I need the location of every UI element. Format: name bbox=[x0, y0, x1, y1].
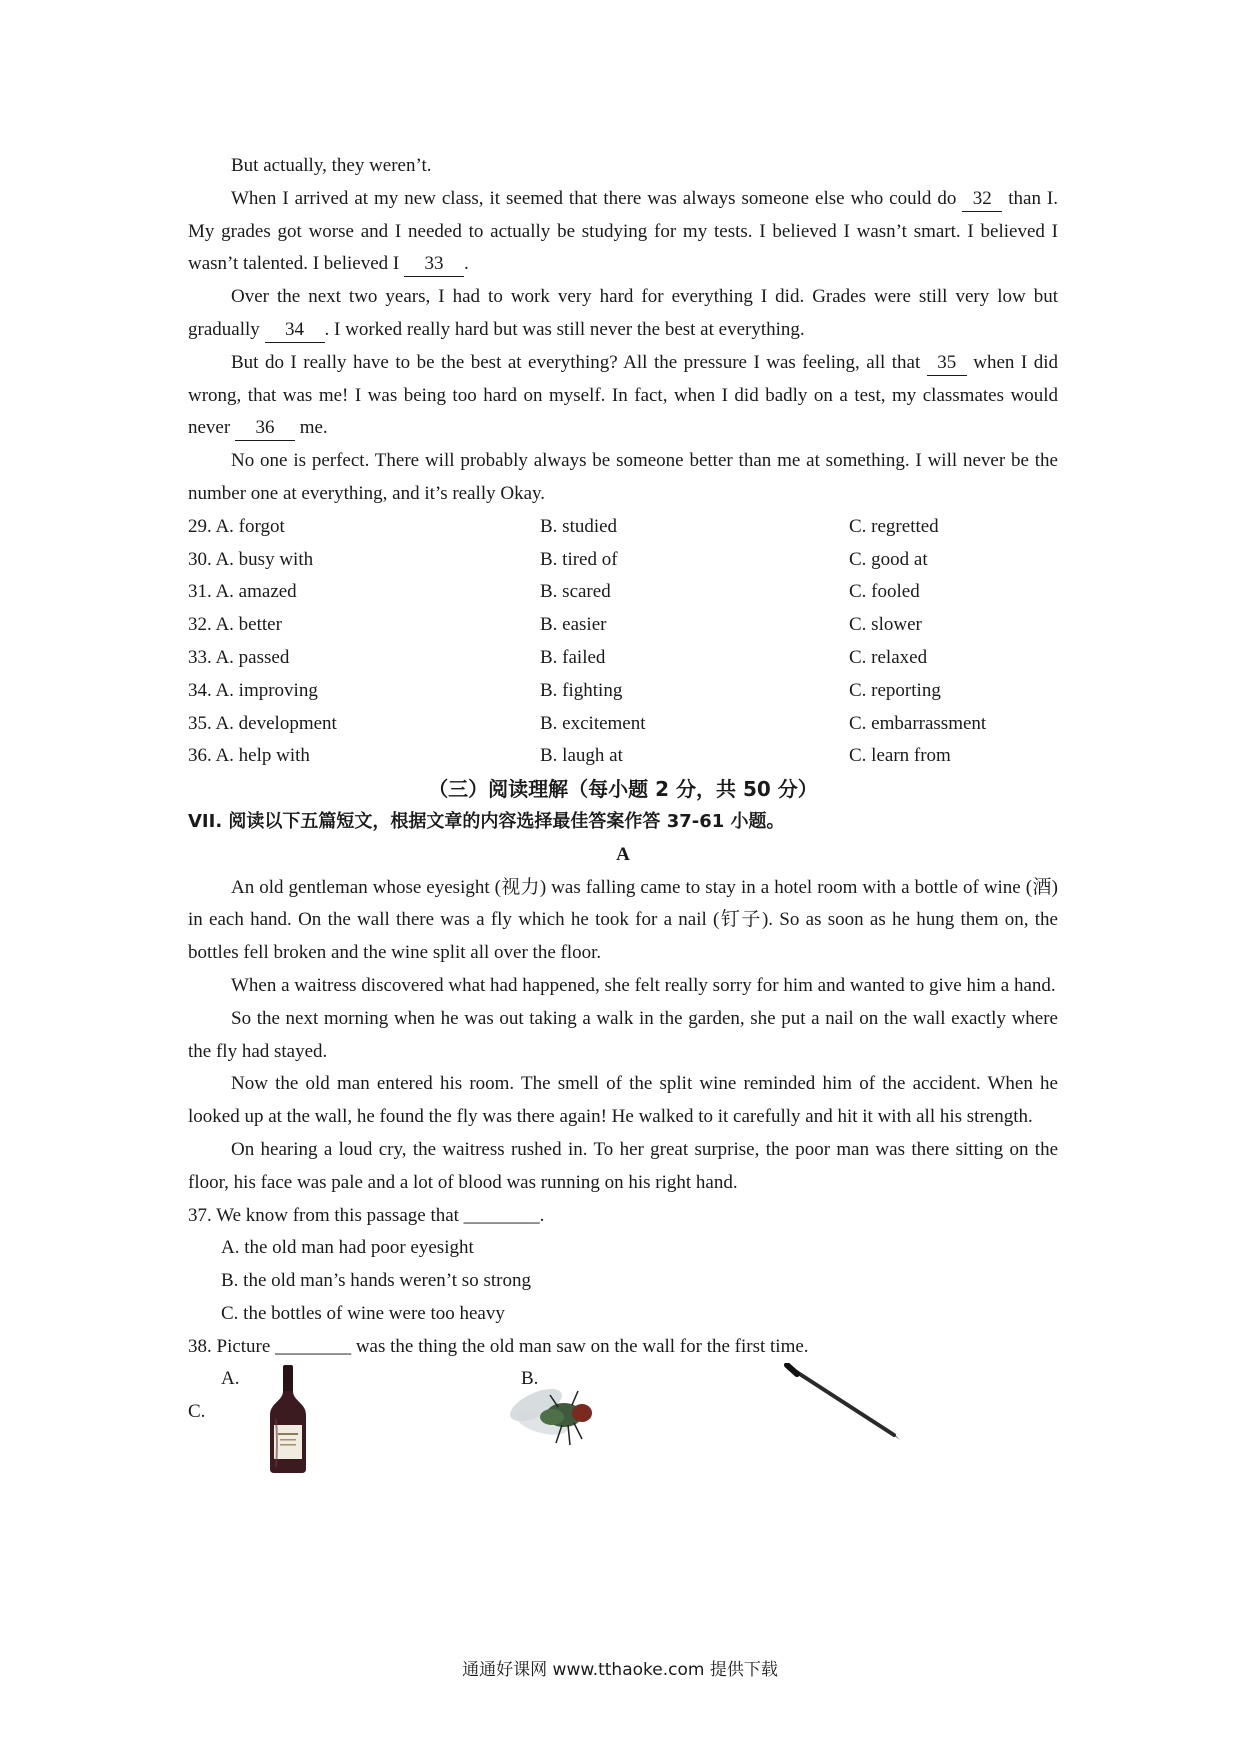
text: Over the next two years, I had to work very hard for everything I did. Grades were still very low but gradually bbox=[188, 286, 1058, 340]
passage-label: A bbox=[616, 843, 630, 865]
option-c: C. relaxed bbox=[849, 646, 928, 668]
option-row bbox=[188, 609, 1058, 642]
text: When I arrived at my new class, it seemed that there was always someone else who could do bbox=[231, 187, 957, 209]
option-a: 34. A. improving bbox=[188, 679, 318, 701]
wine-bottle-icon bbox=[266, 1363, 310, 1475]
option-b: B. excitement bbox=[540, 712, 646, 734]
option-b: B. laugh at bbox=[540, 745, 623, 767]
picture-label-b: B. bbox=[521, 1368, 539, 1390]
option-c: C. fooled bbox=[849, 581, 920, 603]
option-b: B. failed bbox=[540, 646, 606, 668]
blank-35: 35 bbox=[927, 351, 967, 376]
text: me. bbox=[299, 417, 328, 439]
option-a: 35. A. development bbox=[188, 712, 337, 734]
option-b: B. fighting bbox=[540, 679, 623, 701]
picture-label-a: A. bbox=[221, 1368, 240, 1390]
fly-icon bbox=[506, 1377, 606, 1449]
text: when I did wrong, that was me! I was being too hard on myself. In fact, when I did badly on a test, my classmates would never bbox=[188, 351, 1059, 439]
paragraph bbox=[188, 281, 1058, 347]
paragraph: So the next morning when he was out taking a walk in the garden, she put a nail on the wall exactly where the fly had stayed. bbox=[188, 1007, 1058, 1062]
option-a: 33. A. passed bbox=[188, 646, 290, 668]
paragraph: But actually, they weren’t. bbox=[231, 155, 432, 176]
option-c: C. learn from bbox=[849, 745, 951, 767]
blank-36: 36 bbox=[235, 416, 295, 441]
option-row bbox=[188, 576, 1058, 609]
text: . I worked really hard but was still never the best at everything. bbox=[324, 318, 805, 340]
paragraph bbox=[188, 183, 1058, 281]
blank-32: 32 bbox=[962, 187, 1002, 212]
option-a: 32. A. better bbox=[188, 614, 282, 636]
paragraph: Now the old man entered his room. The smell of the split wine reminded him of the accident. When he looked up at the wall, he found the fly was there again! He walked to it carefully and hit it with all his strength. bbox=[188, 1073, 1058, 1128]
question-38-pictures bbox=[188, 1363, 1058, 1483]
option-a: 30. A. busy with bbox=[188, 548, 314, 570]
option-c: C. embarrassment bbox=[849, 712, 987, 734]
paragraph: When a waitress discovered what had happened, she felt really sorry for him and wanted to give him a hand. bbox=[231, 974, 1056, 996]
option-c: C. slower bbox=[849, 614, 922, 636]
option-b: B. scared bbox=[540, 581, 611, 603]
option-a: 36. A. help with bbox=[188, 745, 310, 767]
option-a: 29. A. forgot bbox=[188, 515, 285, 537]
footer: 通通好课网 www.tthaoke.com 提供下载 bbox=[462, 1660, 778, 1680]
option-b: B. studied bbox=[540, 515, 618, 537]
options-list bbox=[188, 511, 1058, 773]
section-instruction: VII. 阅读以下五篇短文，根据文章的内容选择最佳答案作答 37-61 小题。 bbox=[188, 810, 785, 832]
option-row bbox=[188, 511, 1058, 544]
option-c: C. regretted bbox=[849, 515, 939, 537]
question-37-option-c: C. the bottles of wine were too heavy bbox=[221, 1302, 505, 1324]
paragraph bbox=[188, 347, 1058, 445]
text: . bbox=[463, 253, 469, 275]
picture-label-c: C. bbox=[188, 1401, 206, 1423]
section-title: （三）阅读理解（每小题 2 分，共 50 分） bbox=[428, 777, 818, 802]
blank-34: 34 bbox=[265, 318, 325, 343]
paragraph: An old gentleman whose eyesight (视力) was falling came to stay in a hotel room with a bottle of wine (酒) in each hand. On the wall there was a fly which he took for a nail (钉子). So as soon as he hung them on, the bottles fell broken and the wine split all over the floor. bbox=[188, 876, 1058, 964]
paragraph: No one is perfect. There will probably always be someone better than me at something. I will never be the number one at everything, and it’s really Okay. bbox=[188, 450, 1058, 504]
blank-33: 33 bbox=[404, 252, 464, 277]
option-row bbox=[188, 675, 1058, 708]
option-c: C. reporting bbox=[849, 679, 941, 701]
page-content bbox=[188, 150, 1058, 1483]
question-38-stem: 38. Picture ________ was the thing the old man saw on the wall for the first time. bbox=[188, 1335, 809, 1357]
option-row bbox=[188, 544, 1058, 577]
option-row bbox=[188, 708, 1058, 741]
text: than I. My grades got worse and I needed to actually be studying for my tests. I believed I wasn’t smart. I believed I wasn’t talented. I believed I bbox=[188, 187, 1058, 275]
question-37-stem: 37. We know from this passage that ________. bbox=[188, 1204, 545, 1226]
option-a: 31. A. amazed bbox=[188, 581, 297, 603]
option-row bbox=[188, 740, 1058, 773]
question-37-option-b: B. the old man’s hands weren’t so strong bbox=[221, 1270, 531, 1292]
paragraph: On hearing a loud cry, the waitress rushed in. To her great surprise, the poor man was there sitting on the floor, his face was pale and a lot of blood was running on his right hand. bbox=[188, 1138, 1058, 1193]
question-37-option-a: A. the old man had poor eyesight bbox=[221, 1237, 474, 1259]
text: But do I really have to be the best at everything? All the pressure I was feeling, all that bbox=[231, 351, 921, 373]
option-b: B. tired of bbox=[540, 548, 618, 570]
option-row bbox=[188, 642, 1058, 675]
nail-icon bbox=[784, 1363, 904, 1443]
option-c: C. good at bbox=[849, 548, 928, 570]
option-b: B. easier bbox=[540, 614, 607, 636]
